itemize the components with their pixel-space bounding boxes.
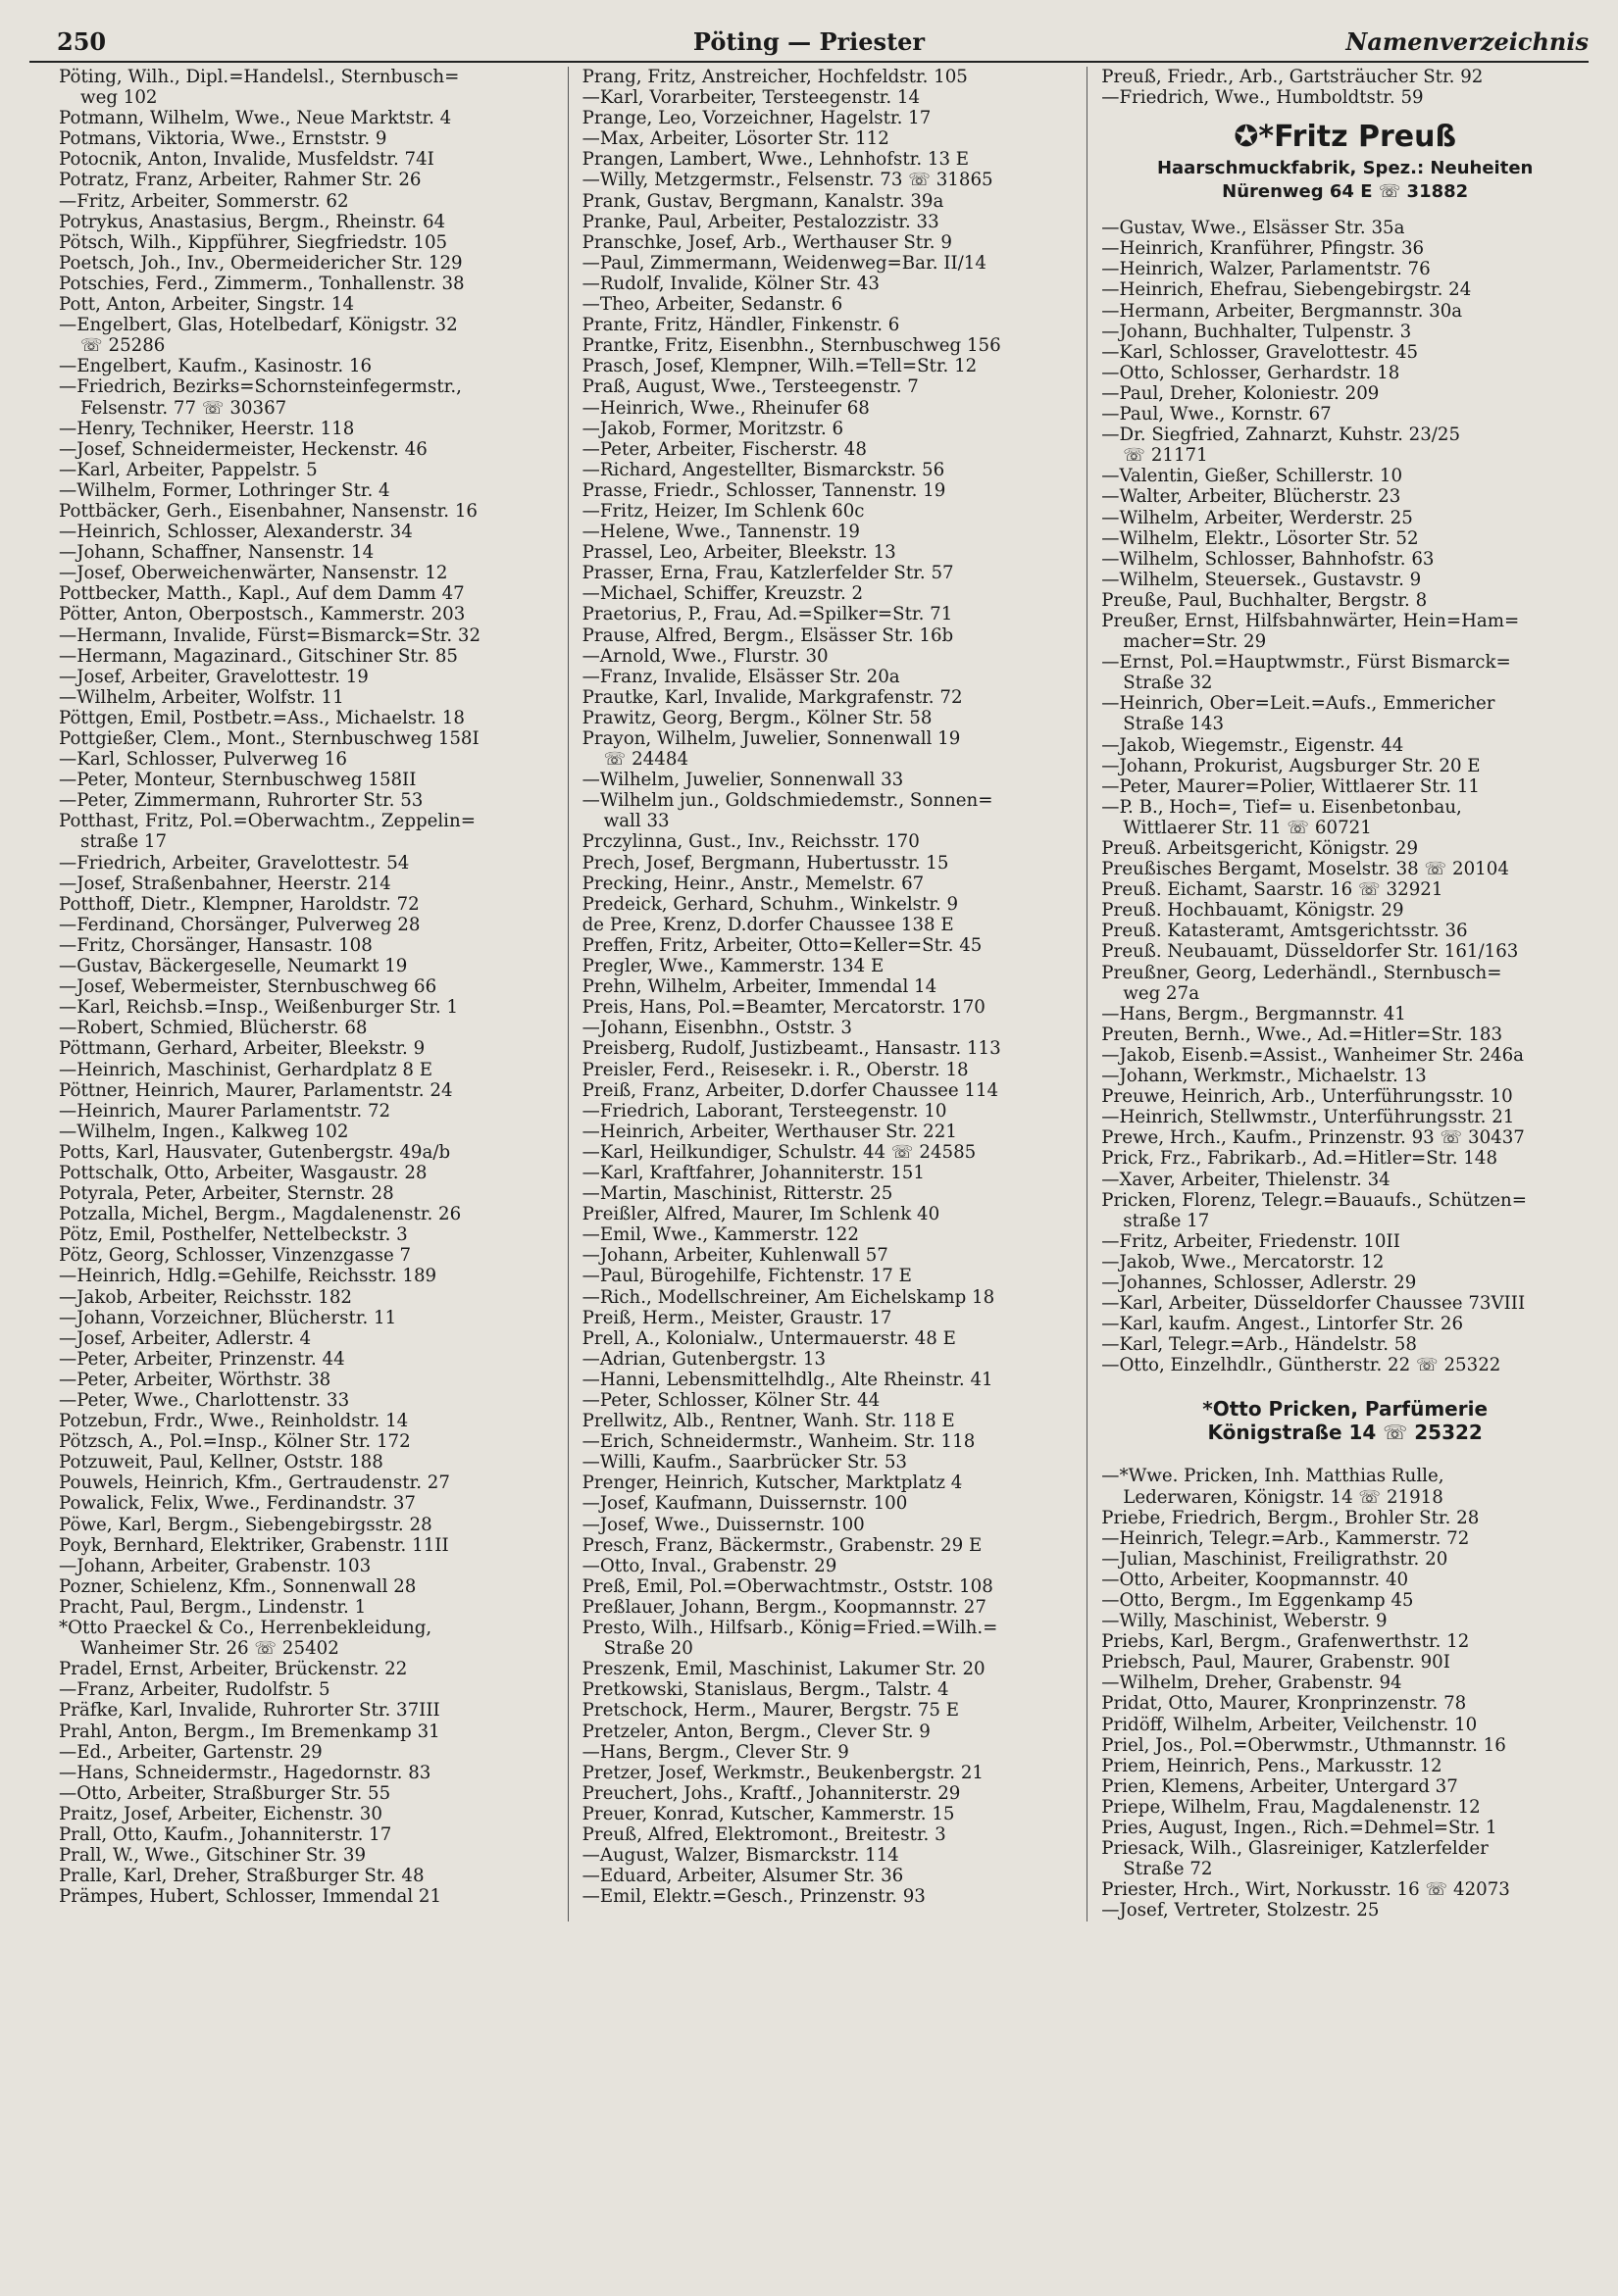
directory-entry: —Karl, Reichsb.=Insp., Weißenburger Str. 1: [59, 997, 459, 1019]
directory-entry: —Paul, Wwe., Kornstr. 67: [1101, 404, 1332, 425]
directory-entry: —Josef, Webermeister, Sternbuschweg 66: [59, 976, 437, 998]
directory-entry: Prange, Leo, Vorzeichner, Hagelstr. 17: [581, 108, 932, 129]
directory-entry: Preisberg, Rudolf, Justizbeamt., Hansastr. 113: [581, 1038, 1001, 1060]
directory-entry: —Peter, Zimmermann, Ruhrorter Str. 53: [59, 790, 424, 812]
directory-entry: Pötz, Georg, Schlosser, Vinzenzgasse 7: [59, 1245, 412, 1267]
directory-entry: —Johann, Werkmstr., Michaelstr. 13: [1101, 1066, 1427, 1087]
column-3-top: [1101, 67, 1589, 108]
directory-entry: —Hermann, Invalide, Fürst=Bismarck=Str. 32: [59, 624, 481, 646]
directory-entry: —Josef, Arbeiter, Gravelottestr. 19: [59, 666, 369, 687]
column-3: [1087, 67, 1589, 1922]
directory-entry: —Fritz, Arbeiter, Sommerstr. 62: [59, 190, 349, 212]
directory-entry: —Robert, Schmied, Blücherstr. 68: [59, 1018, 368, 1039]
directory-entry: —Walter, Arbeiter, Blücherstr. 23: [1101, 486, 1401, 508]
directory-entry: Pouwels, Heinrich, Kfm., Gertraudenstr. 27: [59, 1472, 450, 1494]
directory-entry: Straße 72: [1123, 1859, 1213, 1880]
directory-entry: Pretschock, Herm., Maurer, Bergstr. 75 E: [581, 1700, 959, 1722]
directory-entry: Prasse, Friedr., Schlosser, Tannenstr. 19: [581, 479, 946, 501]
directory-entry: Prenger, Heinrich, Kutscher, Marktplatz 4: [581, 1472, 963, 1494]
directory-entry: —Heinrich, Maschinist, Gerhardplatz 8 E: [59, 1059, 433, 1080]
directory-entry: Preszenk, Emil, Maschinist, Lakumer Str. 20: [581, 1659, 986, 1680]
directory-entry: Preuß, Friedr., Arb., Gartsträucher Str. 92: [1101, 67, 1484, 87]
directory-entry: —Heinrich, Arbeiter, Werthauser Str. 221: [581, 1121, 957, 1142]
directory-entry: —Johann, Schaffner, Nansenstr. 14: [59, 542, 375, 564]
directory-entry: —Hermann, Magazinard., Gitschiner Str. 85: [59, 645, 458, 667]
directory-entry: Pottbecker, Matth., Kapl., Auf dem Damm 47: [59, 583, 465, 605]
directory-entry: —Otto, Arbeiter, Koopmannstr. 40: [1101, 1569, 1409, 1590]
directory-entry: —Gustav, Bäckergeselle, Neumarkt 19: [59, 956, 408, 977]
directory-entry: Prasser, Erna, Frau, Katzlerfelder Str. 57: [581, 563, 954, 584]
directory-entry: Pridat, Otto, Maurer, Kronprinzenstr. 78: [1101, 1693, 1467, 1715]
directory-entry: —Emil, Wwe., Kammerstr. 122: [581, 1224, 859, 1246]
directory-entry: —Heinrich, Telegr.=Arb., Kammerstr. 72: [1101, 1527, 1470, 1549]
directory-entry: —Erich, Schneidermstr., Wanheim. Str. 118: [581, 1431, 976, 1453]
directory-entry: —Hans, Bergm., Bergmannstr. 41: [1101, 1003, 1406, 1024]
directory-entry: Pottgießer, Clem., Mont., Sternbuschweg 158I: [59, 728, 480, 749]
directory-entry: —Peter, Maurer=Polier, Wittlaerer Str. 11: [1101, 775, 1481, 797]
directory-entry: Preuß. Katasteramt, Amtsgerichtsstr. 36: [1101, 921, 1468, 942]
directory-entry: —Otto, Schlosser, Gerhardstr. 18: [1101, 362, 1400, 383]
directory-entry: Pöting, Wilh., Dipl.=Handelsl., Sternbusch=: [59, 67, 460, 87]
directory-entry: Prämpes, Hubert, Schlosser, Immendal 21: [59, 1886, 442, 1908]
directory-entry: Pralle, Karl, Dreher, Straßburger Str. 48: [59, 1866, 425, 1887]
directory-entry: Prell, A., Kolonialw., Untermauerstr. 48 E: [581, 1327, 956, 1349]
directory-entry: Presto, Wilh., Hilfsarb., König=Fried.=Wilh.=: [581, 1618, 998, 1639]
ad-fritz-preuss-line2: Nürenweg 64 E ☏ 31882: [1222, 181, 1469, 203]
directory-entry: —Otto, Inval., Grabenstr. 29: [581, 1555, 837, 1576]
directory-entry: —Otto, Bergm., Im Eggenkamp 45: [1101, 1590, 1414, 1611]
directory-entry: Prellwitz, Alb., Rentner, Wanh. Str. 118 E: [581, 1411, 955, 1432]
directory-entry: —Xaver, Arbeiter, Thielenstr. 34: [1101, 1169, 1390, 1190]
directory-entry: Pötter, Anton, Oberpostsch., Kammerstr. 203: [59, 604, 466, 625]
directory-entry: —Karl, Schlosser, Pulverweg 16: [59, 749, 347, 771]
directory-entry: Prang, Fritz, Anstreicher, Hochfeldstr. 105: [581, 67, 968, 87]
directory-entry: —Hans, Bergm., Clever Str. 9: [581, 1741, 849, 1763]
directory-entry: Poyk, Bernhard, Elektriker, Grabenstr. 11II: [59, 1534, 449, 1556]
page-header: [29, 24, 1589, 63]
directory-entry: Pranke, Paul, Arbeiter, Pestalozzistr. 33: [581, 211, 939, 232]
directory-entry: —Adrian, Gutenbergstr. 13: [581, 1348, 827, 1370]
directory-entry: Prall, W., Wwe., Gitschiner Str. 39: [59, 1845, 367, 1867]
directory-entry: —Friedrich, Wwe., Humboldtstr. 59: [1101, 87, 1424, 109]
directory-entry: —Peter, Schlosser, Kölner Str. 44: [581, 1390, 881, 1411]
directory-entry: Prawitz, Georg, Bergm., Kölner Str. 58: [581, 707, 933, 728]
column-3-middle: [1101, 218, 1589, 1375]
directory-entry: Pretzeler, Anton, Bergm., Clever Str. 9: [581, 1721, 931, 1742]
directory-entry: Pradel, Ernst, Arbeiter, Brückenstr. 22: [59, 1659, 408, 1680]
directory-entry: —Theo, Arbeiter, Sedanstr. 6: [581, 294, 843, 316]
directory-entry: —Heinrich, Kranführer, Pfingstr. 36: [1101, 238, 1425, 260]
directory-entry: Preußner, Georg, Lederhändl., Sternbusch=: [1101, 962, 1502, 983]
ad-otto-pricken-name: *Otto Pricken, Parfümerie: [1202, 1397, 1489, 1422]
directory-entry: —Johann, Prokurist, Augsburger Str. 20 E: [1101, 755, 1481, 776]
directory-entry: —Peter, Arbeiter, Wörthstr. 38: [59, 1369, 331, 1390]
directory-entry: —Engelbert, Glas, Hotelbedarf, Königstr. 32: [59, 315, 458, 336]
directory-entry: —*Wwe. Pricken, Inh. Matthias Rulle,: [1101, 1466, 1444, 1487]
directory-entry: Presch, Franz, Bäckermstr., Grabenstr. 29 E: [581, 1534, 983, 1556]
directory-entry: Prassel, Leo, Arbeiter, Bleekstr. 13: [581, 542, 896, 564]
directory-entry: Praitz, Josef, Arbeiter, Eichenstr. 30: [59, 1803, 382, 1824]
directory-entry: —Ed., Arbeiter, Gartenstr. 29: [59, 1741, 323, 1763]
directory-entry: Prante, Fritz, Händler, Finkenstr. 6: [581, 315, 900, 336]
directory-entry: —Hans, Schneidermstr., Hagedornstr. 83: [59, 1762, 431, 1783]
directory-entry: —Karl, Schlosser, Gravelottestr. 45: [1101, 341, 1419, 363]
directory-entry: Pretzer, Josef, Werkmstr., Beukenbergstr. 21: [581, 1762, 984, 1783]
directory-entry: Priesack, Wilh., Glasreiniger, Katzlerfelder: [1101, 1838, 1489, 1860]
directory-entry: Pridöff, Wilhelm, Arbeiter, Veilchenstr. 10: [1101, 1714, 1478, 1735]
directory-entry: Preiß, Franz, Arbeiter, D.dorfer Chaussee 114: [581, 1079, 999, 1101]
directory-entry: —Karl, Kraftfahrer, Johanniterstr. 151: [581, 1162, 925, 1183]
directory-entry: —Wilhelm, Elektr., Lösorter Str. 52: [1101, 527, 1419, 549]
directory-entry: —Friedrich, Arbeiter, Gravelottestr. 54: [59, 852, 410, 873]
directory-entry: Potmann, Wilhelm, Wwe., Neue Marktstr. 4: [59, 108, 452, 129]
directory-entry: —Willi, Kaufm., Saarbrücker Str. 53: [581, 1452, 908, 1473]
directory-entry: Pott, Anton, Arbeiter, Singstr. 14: [59, 294, 355, 316]
directory-entry: Potocnik, Anton, Invalide, Musfeldstr. 74I: [59, 149, 434, 171]
directory-entry: —Heinrich, Wwe., Rheinufer 68: [581, 397, 870, 419]
directory-entry: Straße 32: [1123, 673, 1213, 694]
directory-entry: Powalick, Felix, Wwe., Ferdinandstr. 37: [59, 1493, 416, 1515]
directory-entry: Priel, Jos., Pol.=Oberwmstr., Uthmannstr. 16: [1101, 1734, 1506, 1756]
directory-entry: Potzalla, Michel, Bergm., Magdalenenstr. 26: [59, 1204, 462, 1225]
directory-entry: —Henry, Techniker, Heerstr. 118: [59, 418, 355, 439]
directory-entry: Prause, Alfred, Bergm., Elsässer Str. 16b: [581, 624, 954, 646]
directory-entry: Pregler, Wwe., Kammerstr. 134 E: [581, 956, 885, 977]
directory-entry: Preuß. Hochbauamt, Königstr. 29: [1101, 900, 1404, 922]
directory-entry: Prangen, Lambert, Wwe., Lehnhofstr. 13 E: [581, 149, 970, 171]
directory-entry: —Johann, Arbeiter, Grabenstr. 103: [59, 1555, 372, 1576]
directory-entry: —Paul, Zimmermann, Weidenweg=Bar. II/14: [581, 252, 986, 274]
directory-entry: Pretkowski, Stanislaus, Bergm., Talstr. 4: [581, 1679, 949, 1701]
ad-fritz-preuss-name: ✪*Fritz Preuß: [1234, 120, 1457, 155]
directory-entry: —Friedrich, Bezirks=Schornsteinfegermstr.,: [59, 376, 462, 398]
directory-entry: Preuß. Neubauamt, Düsseldorfer Str. 161/163: [1101, 941, 1519, 963]
column-2: [568, 67, 1080, 1922]
directory-entry: Potzebun, Frdr., Wwe., Reinholdstr. 14: [59, 1411, 409, 1432]
directory-entry: —Johann, Arbeiter, Kuhlenwall 57: [581, 1245, 888, 1267]
directory-entry: —Karl, Vorarbeiter, Tersteegenstr. 14: [581, 87, 921, 109]
directory-entry: Wittlaerer Str. 11 ☏ 60721: [1123, 817, 1372, 838]
directory-entry: macher=Str. 29: [1123, 631, 1267, 653]
directory-entry: —Josef, Schneidermeister, Heckenstr. 46: [59, 438, 428, 460]
directory-entry: —Hermann, Arbeiter, Bergmannstr. 30a: [1101, 300, 1463, 322]
directory-page: [29, 24, 1589, 2249]
directory-entry: —Karl, Heilkundiger, Schulstr. 44 ☏ 24585: [581, 1141, 977, 1163]
directory-entry: —Wilhelm, Steuersek., Gustavstr. 9: [1101, 569, 1422, 590]
directory-entry: Preuße, Paul, Buchhalter, Bergstr. 8: [1101, 589, 1428, 611]
directory-entry: —Josef, Vertreter, Stolzestr. 25: [1101, 1900, 1380, 1922]
directory-entry: Prasch, Josef, Klempner, Wilh.=Tell=Str. 12: [581, 356, 978, 377]
directory-entry: —Heinrich, Walzer, Parlamentstr. 76: [1101, 259, 1431, 280]
directory-entry: —Emil, Elektr.=Gesch., Prinzenstr. 93: [581, 1886, 926, 1908]
directory-entry: Potthast, Fritz, Pol.=Oberwachtm., Zeppelin=: [59, 811, 476, 832]
directory-entry: —Wilhelm, Arbeiter, Wolfstr. 11: [59, 686, 344, 708]
directory-entry: —Fritz, Chorsänger, Hansastr. 108: [59, 934, 373, 956]
directory-entry: —Johann, Vorzeichner, Blücherstr. 11: [59, 1307, 397, 1328]
directory-entry: Preuwe, Heinrich, Arb., Unterführungsstr. 10: [1101, 1086, 1513, 1108]
directory-entry: —Rudolf, Invalide, Kölner Str. 43: [581, 273, 880, 294]
directory-entry: Potts, Karl, Hausvater, Gutenbergstr. 49a/b: [59, 1141, 451, 1163]
directory-entry: Pötsch, Wilh., Kippführer, Siegfriedstr. 105: [59, 231, 448, 253]
directory-entry: Preuß, Alfred, Elektromont., Breitestr. 3: [581, 1823, 946, 1845]
directory-entry: —Franz, Arbeiter, Rudolfstr. 5: [59, 1679, 330, 1701]
directory-entry: —August, Walzer, Bismarckstr. 114: [581, 1845, 899, 1867]
directory-entry: —Eduard, Arbeiter, Alsumer Str. 36: [581, 1866, 904, 1887]
directory-entry: Prayon, Wilhelm, Juwelier, Sonnenwall 19: [581, 728, 961, 749]
directory-entry: —Otto, Einzelhdlr., Güntherstr. 22 ☏ 25322: [1101, 1355, 1501, 1376]
directory-entry: Predeick, Gerhard, Schuhm., Winkelstr. 9: [581, 893, 959, 915]
directory-entry: —Helene, Wwe., Tannenstr. 19: [581, 522, 860, 543]
ad-otto-pricken-line1: Königstraße 14 ☏ 25322: [1207, 1421, 1483, 1445]
directory-entry: Pottbäcker, Gerh., Eisenbahner, Nansenstr. 16: [59, 500, 478, 522]
directory-entry: —Wilhelm, Ingen., Kalkweg 102: [59, 1121, 349, 1142]
directory-entry: Prall, Otto, Kaufm., Johanniterstr. 17: [59, 1823, 392, 1845]
directory-entry: —Peter, Wwe., Charlottenstr. 33: [59, 1390, 350, 1411]
directory-entry: Praetorius, P., Frau, Ad.=Spilker=Str. 71: [581, 604, 953, 625]
directory-entry: Praß, August, Wwe., Tersteegenstr. 7: [581, 376, 919, 398]
directory-entry: straße 17: [1123, 1210, 1210, 1231]
directory-entry: Priester, Hrch., Wirt, Norkusstr. 16 ☏ 42073: [1101, 1879, 1510, 1901]
directory-entry: —Friedrich, Laborant, Tersteegenstr. 10: [581, 1100, 947, 1122]
directory-entry: Preuer, Konrad, Kutscher, Kammerstr. 15: [581, 1803, 955, 1824]
directory-entry: weg 27a: [1123, 982, 1200, 1004]
directory-entry: Preuchert, Johs., Kraftf., Johanniterstr. 29: [581, 1782, 961, 1804]
directory-entry: Priepe, Wilhelm, Frau, Magdalenenstr. 12: [1101, 1796, 1481, 1818]
directory-entry: —Valentin, Gießer, Schillerstr. 10: [1101, 466, 1403, 487]
directory-entry: —Heinrich, Ehefrau, Siebengebirgstr. 24: [1101, 279, 1472, 301]
directory-entry: —Wilhelm, Arbeiter, Werderstr. 25: [1101, 507, 1413, 528]
directory-entry: ☏ 24484: [603, 749, 689, 771]
directory-entry: —Heinrich, Maurer Parlamentstr. 72: [59, 1100, 391, 1122]
directory-entry: Pöttgen, Emil, Postbetr.=Ass., Michaelstr. 18: [59, 707, 465, 728]
directory-entry: —Wilhelm jun., Goldschmiedemstr., Sonnen=: [581, 790, 993, 812]
directory-entry: —Jakob, Arbeiter, Reichsstr. 182: [59, 1286, 352, 1308]
directory-entry: Prank, Gustav, Bergmann, Kanalstr. 39a: [581, 190, 944, 212]
directory-entry: Prahl, Anton, Bergm., Im Bremenkamp 31: [59, 1721, 440, 1742]
ad-fritz-preuss-line1: Haarschmuckfabrik, Spez.: Neuheiten: [1156, 158, 1534, 179]
directory-entry: —Peter, Arbeiter, Fischerstr. 48: [581, 438, 867, 460]
directory-entry: Straße 20: [603, 1638, 693, 1660]
directory-entry: —Wilhelm, Schlosser, Bahnhofstr. 63: [1101, 548, 1435, 570]
directory-entry: —Paul, Bürogehilfe, Fichtenstr. 17 E: [581, 1266, 912, 1287]
directory-entry: —Arnold, Wwe., Flurstr. 30: [581, 645, 829, 667]
directory-entry: —Heinrich, Schlosser, Alexanderstr. 34: [59, 522, 413, 543]
directory-entry: Prick, Frz., Fabrikarb., Ad.=Hitler=Str. 148: [1101, 1148, 1498, 1170]
directory-entry: Preiß, Herm., Meister, Graustr. 17: [581, 1307, 892, 1328]
name-range: Pöting — Priester: [692, 27, 926, 56]
directory-entry: Preisler, Ferd., Reisesekr. i. R., Oberstr. 18: [581, 1059, 969, 1080]
directory-entry: Preußer, Ernst, Hilfsbahnwärter, Hein=Ham=: [1101, 610, 1520, 631]
directory-entry: Pricken, Florenz, Telegr.=Bauaufs., Schützen=: [1101, 1189, 1527, 1211]
directory-entry: Potthoff, Dietr., Klempner, Haroldstr. 72: [59, 893, 420, 915]
directory-entry: —Fritz, Arbeiter, Friedenstr. 10II: [1101, 1230, 1400, 1252]
directory-entry: —Otto, Arbeiter, Straßburger Str. 55: [59, 1782, 391, 1804]
directory-entry: —Michael, Schiffer, Kreuzstr. 2: [581, 583, 864, 605]
directory-entry: wall 33: [603, 811, 670, 832]
directory-entry: —Josef, Oberweichenwärter, Nansenstr. 12: [59, 563, 448, 584]
column-3-bottom: [1101, 1466, 1589, 1921]
section-title: Namenverzeichnis: [1345, 27, 1589, 56]
directory-entry: Preuten, Bernh., Wwe., Ad.=Hitler=Str. 183: [1101, 1023, 1503, 1045]
directory-entry: Potyrala, Peter, Arbeiter, Sternstr. 28: [59, 1183, 394, 1205]
directory-entry: Pötzsch, A., Pol.=Insp., Kölner Str. 172: [59, 1431, 411, 1453]
directory-entry: Prien, Klemens, Arbeiter, Untergard 37: [1101, 1775, 1458, 1797]
directory-entry: —Engelbert, Kaufm., Kasinostr. 16: [59, 356, 373, 377]
directory-entry: —Franz, Invalide, Elsässer Str. 20a: [581, 666, 900, 687]
directory-entry: —Wilhelm, Juwelier, Sonnenwall 33: [581, 770, 904, 791]
directory-entry: Pracht, Paul, Bergm., Lindenstr. 1: [59, 1596, 367, 1618]
directory-entry: Pöttner, Heinrich, Maurer, Parlamentstr. 24: [59, 1079, 453, 1101]
directory-entry: de Pree, Krenz, D.dorfer Chaussee 138 E: [581, 914, 954, 935]
directory-entry: ☏ 21171: [1123, 445, 1208, 467]
directory-entry: —Peter, Monteur, Sternbuschweg 158II: [59, 770, 417, 791]
directory-entry: —Josef, Arbeiter, Adlerstr. 4: [59, 1327, 312, 1349]
directory-entry: Prantke, Fritz, Eisenbhn., Sternbuschweg 156: [581, 335, 1001, 357]
directory-entry: —P. B., Hoch=, Tief= u. Eisenbetonbau,: [1101, 796, 1462, 818]
directory-entry: Straße 143: [1123, 714, 1225, 735]
directory-entry: —Ernst, Pol.=Hauptwmstr., Fürst Bismarck=: [1101, 652, 1511, 674]
directory-entry: Präfke, Karl, Invalide, Ruhrorter Str. 37III: [59, 1700, 440, 1722]
directory-entry: Preußisches Bergamt, Moselstr. 38 ☏ 20104: [1101, 859, 1509, 880]
directory-entry: —Johann, Eisenbhn., Oststr. 3: [581, 1018, 852, 1039]
directory-entry: Priebs, Karl, Bergm., Grafenwerthstr. 12: [1101, 1631, 1470, 1653]
ad-fritz-preuss: [1101, 118, 1589, 204]
ad-otto-pricken: [1101, 1397, 1589, 1444]
directory-entry: Lederwaren, Königstr. 14 ☏ 21918: [1123, 1486, 1443, 1508]
directory-entry: Wanheimer Str. 26 ☏ 25402: [80, 1638, 339, 1660]
directory-entry: —Jakob, Former, Moritzstr. 6: [581, 418, 844, 439]
directory-entry: Pötz, Emil, Posthelfer, Nettelbeckstr. 3: [59, 1224, 408, 1246]
directory-entry: —Josef, Straßenbahner, Heerstr. 214: [59, 873, 391, 894]
directory-entry: Potmans, Viktoria, Wwe., Ernststr. 9: [59, 128, 387, 150]
directory-entry: Pottschalk, Otto, Arbeiter, Wasgaustr. 28: [59, 1162, 428, 1183]
directory-entry: —Heinrich, Stellwmstr., Unterführungsstr. 21: [1101, 1107, 1515, 1128]
directory-entry: —Willy, Maschinist, Weberstr. 9: [1101, 1611, 1388, 1632]
directory-entry: —Gustav, Wwe., Elsässer Str. 35a: [1101, 218, 1405, 239]
directory-entry: —Johannes, Schlosser, Adlerstr. 29: [1101, 1272, 1417, 1293]
directory-entry: —Karl, Arbeiter, Düsseldorfer Chaussee 73VIII: [1101, 1293, 1526, 1315]
directory-entry: Preißler, Alfred, Maurer, Im Schlenk 40: [581, 1204, 940, 1225]
directory-entry: Preffen, Fritz, Arbeiter, Otto=Keller=Str. 45: [581, 934, 983, 956]
directory-entry: Pöttmann, Gerhard, Arbeiter, Bleekstr. 9: [59, 1038, 426, 1060]
directory-entry: Prczylinna, Gust., Inv., Reichsstr. 170: [581, 831, 920, 853]
directory-entry: Pozner, Schielenz, Kfm., Sonnenwall 28: [59, 1575, 417, 1597]
directory-entry: —Heinrich, Hdlg.=Gehilfe, Reichsstr. 189: [59, 1266, 437, 1287]
directory-entry: Preis, Hans, Pol.=Beamter, Mercatorstr. 170: [581, 997, 986, 1019]
directory-entry: —Johann, Buchhalter, Tulpenstr. 3: [1101, 321, 1412, 342]
directory-entry: —Paul, Dreher, Koloniestr. 209: [1101, 382, 1380, 404]
directory-entry: Priebe, Friedrich, Bergm., Brohler Str. 28: [1101, 1507, 1480, 1528]
column-1: [29, 67, 558, 1922]
directory-entry: —Julian, Maschinist, Freiligrathstr. 20: [1101, 1548, 1448, 1570]
directory-entry: Felsenstr. 77 ☏ 30367: [80, 397, 287, 419]
directory-entry: Poetsch, Joh., Inv., Obermeidericher Str. 129: [59, 252, 463, 274]
directory-entry: Prautke, Karl, Invalide, Markgrafenstr. 72: [581, 686, 963, 708]
directory-entry: —Jakob, Wwe., Mercatorstr. 12: [1101, 1251, 1385, 1273]
directory-entry: Preß, Emil, Pol.=Oberwachtmstr., Oststr. 108: [581, 1575, 993, 1597]
directory-entry: Priem, Heinrich, Pens., Markusstr. 12: [1101, 1755, 1442, 1776]
directory-entry: —Max, Arbeiter, Lösorter Str. 112: [581, 128, 889, 150]
directory-entry: Potrykus, Anastasius, Bergm., Rheinstr. 64: [59, 211, 446, 232]
directory-entry: —Rich., Modellschreiner, Am Eichelskamp 18: [581, 1286, 995, 1308]
directory-entry: Potratz, Franz, Arbeiter, Rahmer Str. 26: [59, 170, 422, 191]
directory-entry: —Karl, Telegr.=Arb., Händelstr. 58: [1101, 1334, 1417, 1356]
directory-entry: Potzuweit, Paul, Kellner, Oststr. 188: [59, 1452, 383, 1473]
directory-entry: Priebsch, Paul, Maurer, Grabenstr. 90I: [1101, 1652, 1450, 1673]
directory-entry: Prehn, Wilhelm, Arbeiter, Immendal 14: [581, 976, 937, 998]
directory-entry: —Jakob, Eisenb.=Assist., Wanheimer Str. 246a: [1101, 1044, 1524, 1066]
directory-entry: Preßlauer, Johann, Bergm., Koopmannstr. 27: [581, 1596, 986, 1618]
directory-entry: Pries, August, Ingen., Rich.=Dehmel=Str. 1: [1101, 1818, 1497, 1839]
directory-entry: Prewe, Hrch., Kaufm., Prinzenstr. 93 ☏ 30437: [1101, 1127, 1525, 1149]
directory-entry: —Ferdinand, Chorsänger, Pulverweg 28: [59, 914, 421, 935]
directory-entry: Prech, Josef, Bergmann, Hubertusstr. 15: [581, 852, 949, 873]
directory-entry: *Otto Praeckel & Co., Herrenbekleidung,: [59, 1618, 432, 1639]
directory-entry: —Josef, Wwe., Duissernstr. 100: [581, 1514, 865, 1535]
page-number: 250: [57, 27, 107, 56]
directory-entry: —Willy, Metzgermstr., Felsenstr. 73 ☏ 31865: [581, 170, 993, 191]
directory-entry: —Martin, Maschinist, Ritterstr. 25: [581, 1183, 893, 1205]
directory-entry: weg 102: [80, 87, 158, 109]
directory-entry: —Karl, kaufm. Angest., Lintorfer Str. 26: [1101, 1314, 1464, 1335]
directory-entry: Pöwe, Karl, Bergm., Siebengebirgsstr. 28: [59, 1514, 432, 1535]
directory-entry: straße 17: [80, 831, 168, 853]
directory-entry: —Peter, Arbeiter, Prinzenstr. 44: [59, 1348, 345, 1370]
directory-entry: —Richard, Angestellter, Bismarckstr. 56: [581, 459, 945, 480]
directory-entry: Preuß. Eichamt, Saarstr. 16 ☏ 32921: [1101, 879, 1443, 901]
directory-entry: —Heinrich, Ober=Leit.=Aufs., Emmericher: [1101, 693, 1495, 715]
directory-entry: —Hanni, Lebensmittelhdlg., Alte Rheinstr. 41: [581, 1369, 993, 1390]
directory-entry: —Wilhelm, Former, Lothringer Str. 4: [59, 479, 390, 501]
directory-entry: Preuß. Arbeitsgericht, Königstr. 29: [1101, 838, 1419, 859]
directory-entry: Precking, Heinr., Anstr., Memelstr. 67: [581, 873, 925, 894]
directory-entry: ☏ 25286: [80, 335, 166, 357]
directory-entry: —Karl, Arbeiter, Pappelstr. 5: [59, 459, 318, 480]
directory-entry: Potschies, Ferd., Zimmerm., Tonhallenstr. 38: [59, 273, 465, 294]
directory-entry: —Fritz, Heizer, Im Schlenk 60c: [581, 500, 865, 522]
directory-entry: —Wilhelm, Dreher, Grabenstr. 94: [1101, 1672, 1402, 1694]
directory-entry: Pranschke, Josef, Arb., Werthauser Str. 9: [581, 231, 952, 253]
directory-entry: —Jakob, Wiegemstr., Eigenstr. 44: [1101, 734, 1404, 756]
columns: [29, 67, 1589, 1922]
directory-entry: —Josef, Kaufmann, Duissernstr. 100: [581, 1493, 908, 1515]
directory-entry: —Dr. Siegfried, Zahnarzt, Kuhstr. 23/25: [1101, 424, 1461, 446]
